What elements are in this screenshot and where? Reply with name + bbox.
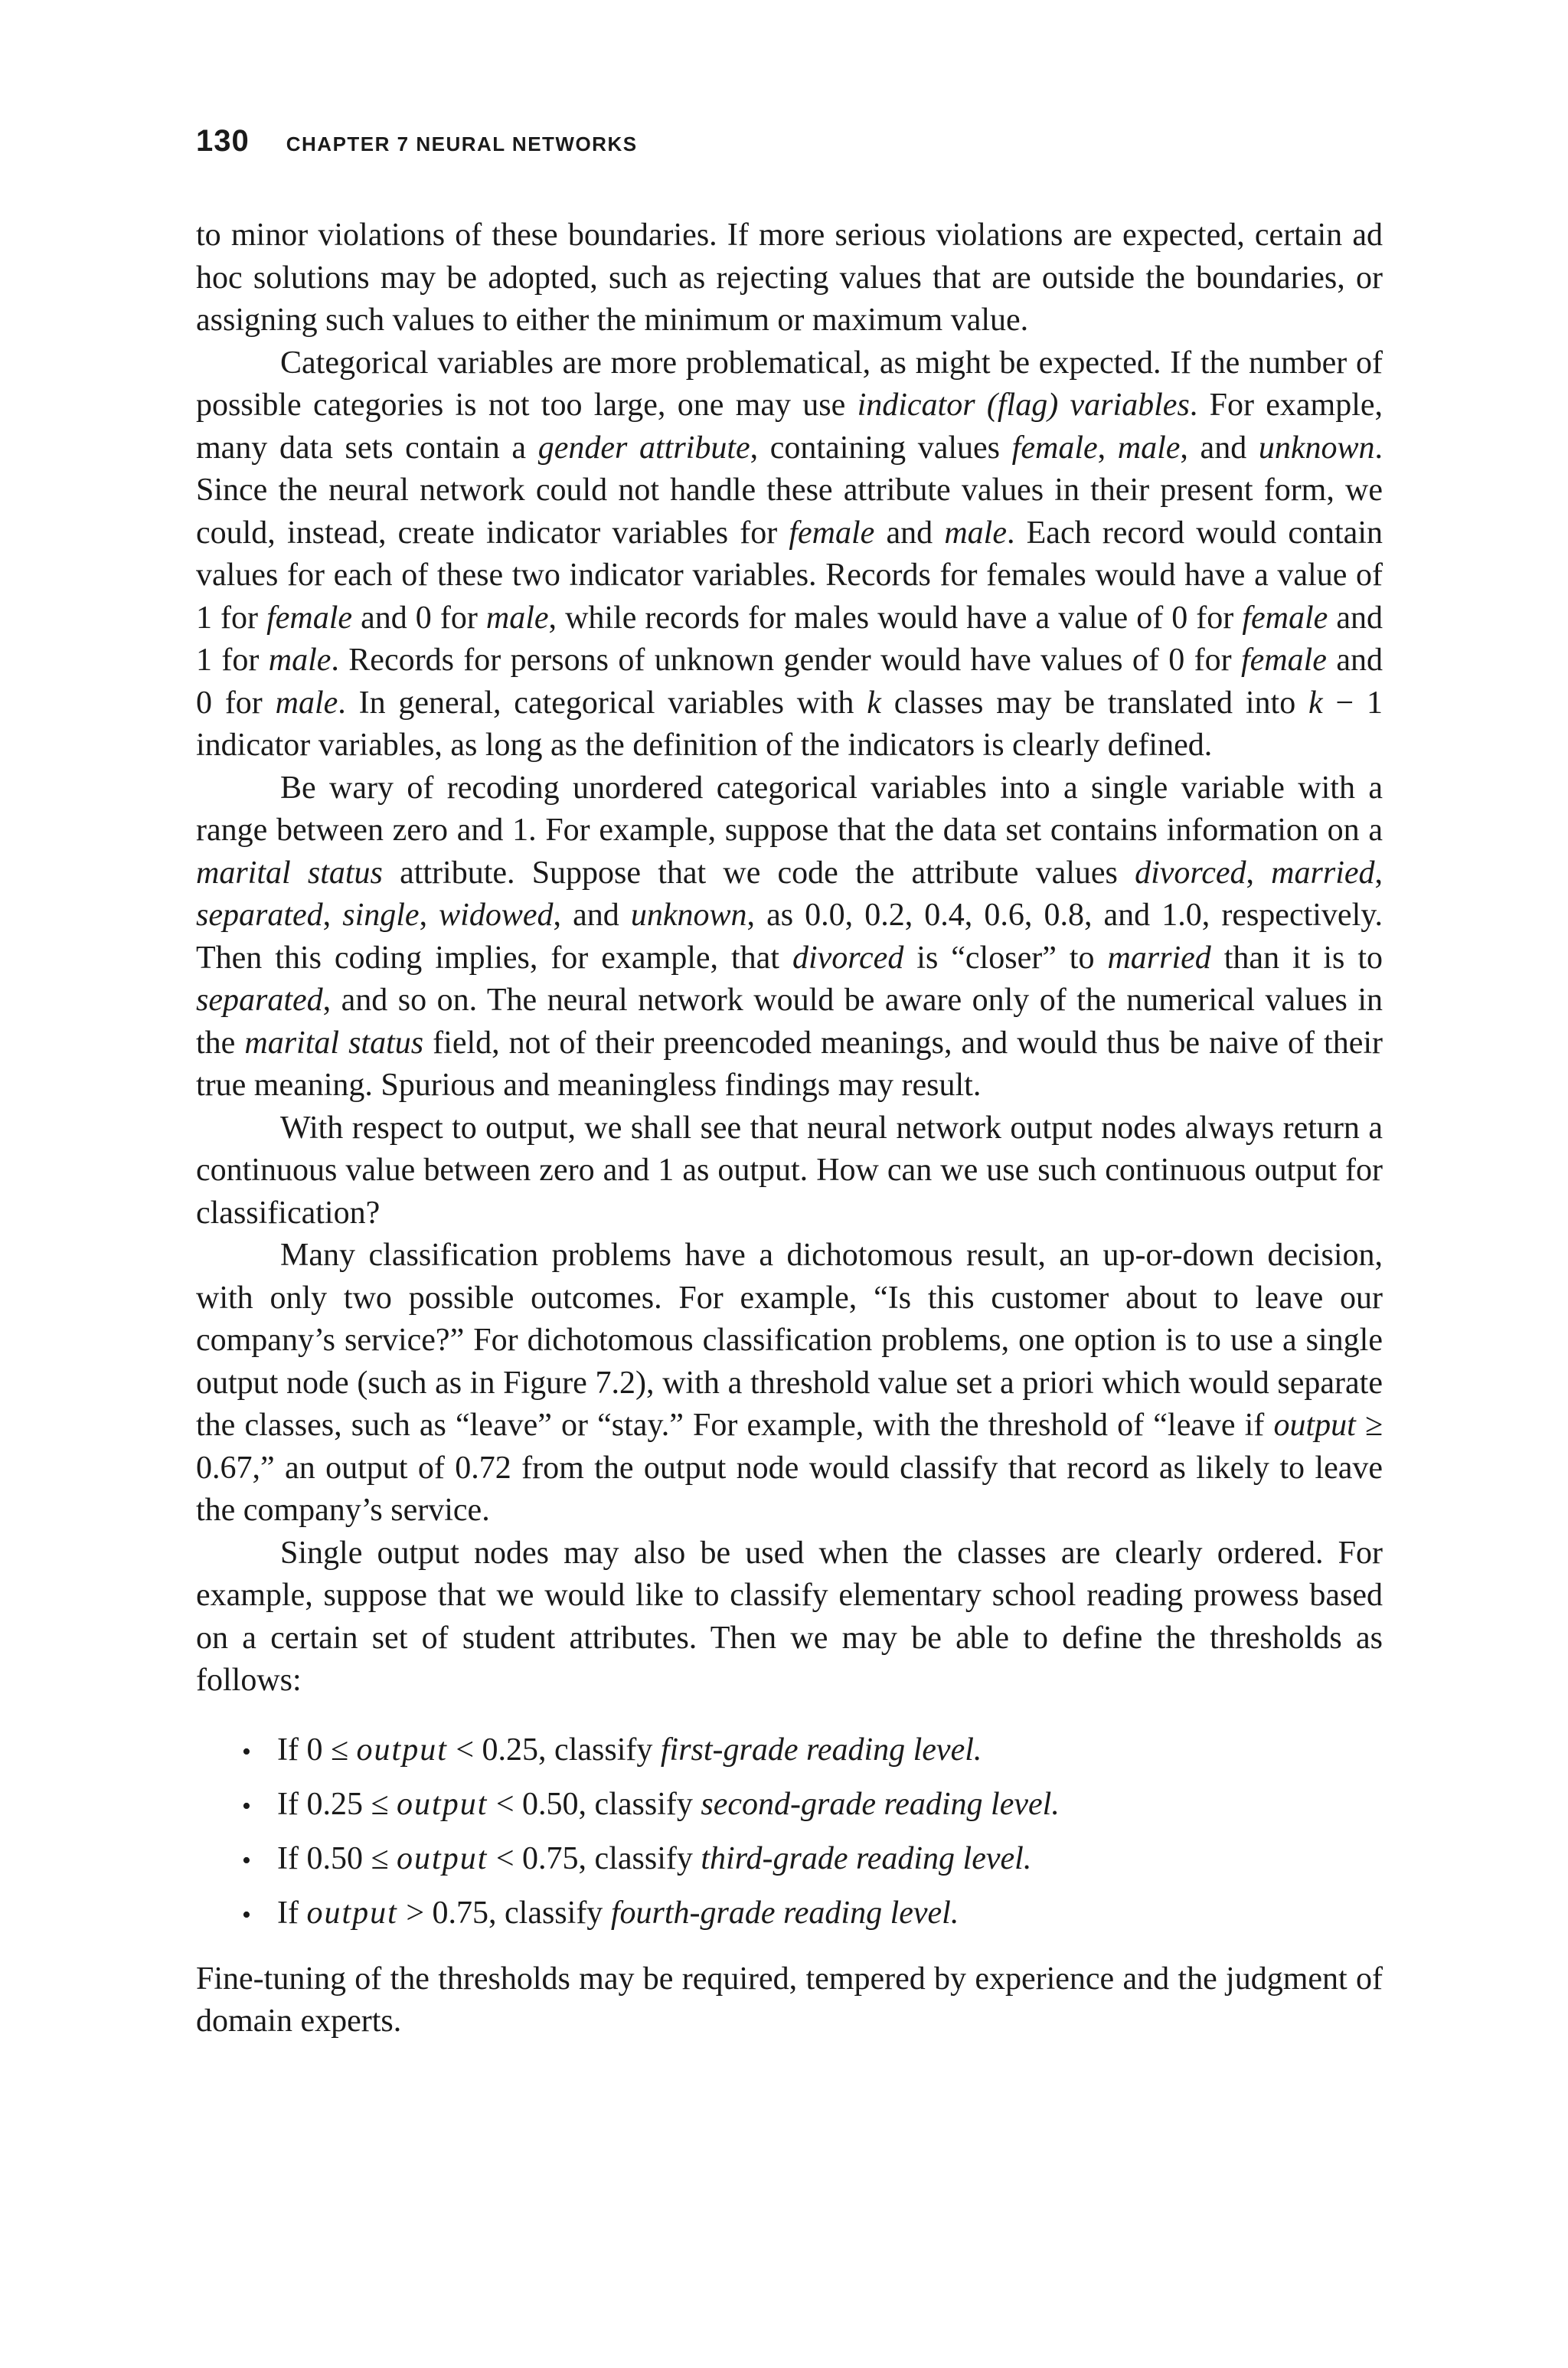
math-variable: output [356, 1732, 448, 1768]
math-variable: k [1308, 685, 1323, 721]
emphasis: female [1242, 600, 1328, 636]
emphasis: separated [196, 983, 323, 1018]
bullet-icon: • [242, 1737, 251, 1766]
list-item: • If 0.50 ≤ output < 0.75, classify third-grade reading level. [242, 1833, 1383, 1887]
emphasis: separated [196, 898, 323, 933]
emphasis: female [789, 515, 875, 551]
emphasis: single [342, 898, 420, 933]
math-variable: k [867, 685, 881, 721]
emphasis: indicator (flag) variables [857, 388, 1190, 423]
emphasis: marital status [244, 1025, 424, 1061]
bullet-icon: • [242, 1900, 251, 1929]
emphasis: female [1011, 430, 1098, 466]
threshold-list [196, 1724, 1383, 1941]
emphasis: divorced [792, 940, 904, 976]
bullet-icon: • [242, 1791, 251, 1820]
paragraph-5: Many classification problems have a dichotomous result, an up-or-down decision, with only two possible outcomes. For example, “Is this customer about to leave our company’s service?” For dichotomous classification problems, one option is to use a single output node (such as in Figure 7.2), with a threshold value set a priori which would separate the classes, such as “leave” or “stay.” For example, with the threshold of “leave if output ≥ 0.67,” an output of 0.72 from the output node would classify that record as likely to leave the company’s service. [196, 1238, 1383, 1528]
emphasis: divorced [1135, 855, 1246, 891]
emphasis: unknown [630, 898, 747, 933]
emphasis: gender attribute [537, 430, 750, 466]
emphasis: married [1107, 940, 1211, 976]
emphasis: first-grade reading level. [660, 1732, 982, 1768]
paragraph-1: to minor violations of these boundaries. If more serious violations are expected, certain ad hoc solutions may be adopted, such as rejecting values that are outside the boundaries, or assigning such values to either the minimum or maximum value. [196, 218, 1383, 338]
list-item: • If 0.25 ≤ output < 0.50, classify second-grade reading level. [242, 1778, 1383, 1833]
emphasis: fourth-grade reading level. [610, 1895, 959, 1931]
emphasis: marital status [196, 855, 383, 891]
emphasis: male [944, 515, 1007, 551]
emphasis: married [1271, 855, 1375, 891]
paragraph-4: With respect to output, we shall see that neural network output nodes always return a continuous value between zero and 1 as output. How can we use such continuous output for classification? [196, 1110, 1383, 1231]
list-item: • If output > 0.75, classify fourth-grade reading level. [242, 1887, 1383, 1941]
emphasis: female [1241, 643, 1327, 678]
paragraph-6: Single output nodes may also be used when the classes are clearly ordered. For example, suppose that we would like to classify elementary school reading prowess based on a certain set of student attributes. Then we may be able to define the thresholds as follows: [196, 1535, 1383, 1698]
emphasis: female [266, 600, 353, 636]
math-variable: output [1273, 1408, 1356, 1443]
emphasis: male [485, 600, 549, 636]
emphasis: unknown [1258, 430, 1375, 466]
emphasis: male [268, 643, 332, 678]
page-number: 130 [196, 124, 250, 158]
list-item: • If 0 ≤ output < 0.25, classify first-grade reading level. [242, 1724, 1383, 1778]
chapter-heading: CHAPTER 7 NEURAL NETWORKS [286, 132, 638, 155]
page-body [196, 214, 1383, 2043]
emphasis: third-grade reading level. [701, 1840, 1032, 1876]
paragraph-2: Categorical variables are more problematical, as might be expected. If the number of possible categories is not too large, one may use indicator (flag) variables. For example, many data sets contain a gender attribute, containing values female, male, and unknown. Since the neural network could not handle these attribute values in their present form, we could, instead, create indicator variables for female and male. Each record would contain values for each of these two indicator variables. Records for females would have a value of 1 for female and 0 for male, while records for males would have a value of 0 for female and 1 for male. Records for persons of unknown gender would have values of 0 for female and 0 for male. In general, categorical variables with k classes may be translated into k − 1 indicator variables, as long as the definition of the indicators is clearly defined. [196, 345, 1383, 763]
math-variable: output [397, 1786, 488, 1822]
math-variable: output [306, 1895, 398, 1931]
emphasis: widowed [439, 898, 554, 933]
emphasis: male [275, 685, 338, 721]
running-head [196, 124, 638, 159]
paragraph-7: Fine-tuning of the thresholds may be required, tempered by experience and the judgment of domain experts. [196, 1961, 1383, 2039]
math-variable: output [397, 1840, 488, 1876]
emphasis: second-grade reading level. [701, 1786, 1060, 1822]
emphasis: male [1117, 430, 1181, 466]
paragraph-3: Be wary of recoding unordered categorical variables into a single variable with a range between zero and 1. For example, suppose that the data set contains information on a marital status attribute. Suppose that we code the attribute values divorced, married, separated, single, widowed, and unknown, as 0.0, 0.2, 0.4, 0.6, 0.8, and 1.0, respectively. Then this coding implies, for example, that divorced is “closer” to married than it is to separated, and so on. The neural network would be aware only of the numerical values in the marital status field, not of their preencoded meanings, and would thus be naive of their true meaning. Spurious and meaningless findings may result. [196, 770, 1383, 1103]
bullet-icon: • [242, 1846, 251, 1875]
